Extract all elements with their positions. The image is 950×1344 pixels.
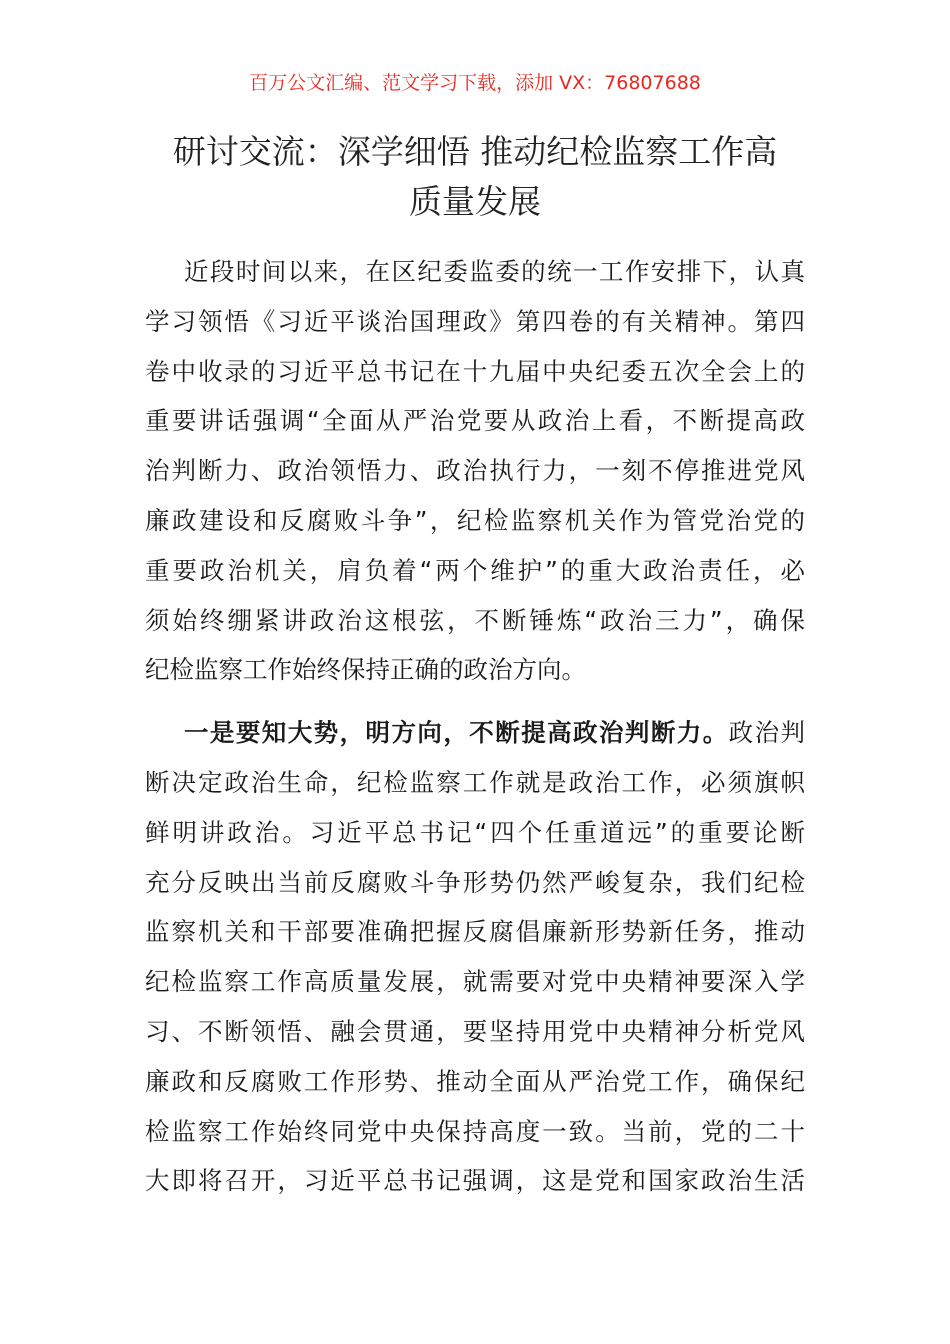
text-line: 廉政和反腐败工作形势、推动全面从严治党工作，确保纪 bbox=[145, 1066, 805, 1096]
text-line: 监察机关和干部要准确把握反腐倡廉新形势新任务，推动 bbox=[145, 917, 805, 947]
text-line: 近段时间以来，在区纪委监委的统一工作安排下，认真 bbox=[184, 257, 805, 286]
paragraph-2-first-line bbox=[184, 708, 805, 758]
paragraph-2-heading: 一是要知大势，明方向，不断提高政治判断力。 bbox=[184, 718, 729, 747]
text-line: 习、不断领悟、融会贯通，要坚持用党中央精神分析党风 bbox=[145, 1017, 805, 1046]
document-title-line-2: 质量发展 bbox=[409, 182, 541, 221]
watermark-header: 百万公文汇编、范文学习下载，添加 VX：76807688 bbox=[249, 72, 701, 94]
text-line: 纪检监察工作始终保持正确的政治方向。 bbox=[145, 655, 586, 685]
text-line: 纪检监察工作高质量发展，就需要对党中央精神要深入学 bbox=[145, 967, 805, 997]
text-line: 须始终绷紧讲政治这根弦，不断锤炼“政治三力”，确保 bbox=[145, 605, 805, 635]
text-line: 学习领悟《习近平谈治国理政》第四卷的有关精神。第四 bbox=[145, 306, 805, 336]
text-line: 卷中收录的习近平总书记在十九届中央纪委五次全会上的 bbox=[145, 356, 805, 386]
text-line: 断决定政治生命，纪检监察工作就是政治工作，必须旗帜 bbox=[145, 768, 805, 797]
text-line: 充分反映出当前反腐败斗争形势仍然严峻复杂，我们纪检 bbox=[145, 867, 805, 897]
text-line: 廉政建设和反腐败斗争”，纪检监察机关作为管党治党的 bbox=[145, 506, 805, 535]
text-line: 重要政治机关，肩负着“两个维护”的重大政治责任，必 bbox=[145, 555, 805, 585]
text-line: 重要讲话强调“全面从严治党要从政治上看，不断提高政 bbox=[145, 406, 805, 436]
text-line: 治判断力、政治领悟力、政治执行力，一刻不停推进党风 bbox=[145, 456, 805, 486]
paragraph-2-first-tail: 政治判 bbox=[728, 718, 806, 747]
document-title-line-1: 研讨交流：深学细悟 推动纪检监察工作高 bbox=[172, 132, 778, 171]
text-line: 鲜明讲政治。习近平总书记“四个任重道远”的重要论断 bbox=[145, 817, 805, 847]
text-line: 大即将召开，习近平总书记强调，这是党和国家政治生活 bbox=[145, 1166, 805, 1196]
text-line: 检监察工作始终同党中央保持高度一致。当前，党的二十 bbox=[145, 1116, 805, 1146]
